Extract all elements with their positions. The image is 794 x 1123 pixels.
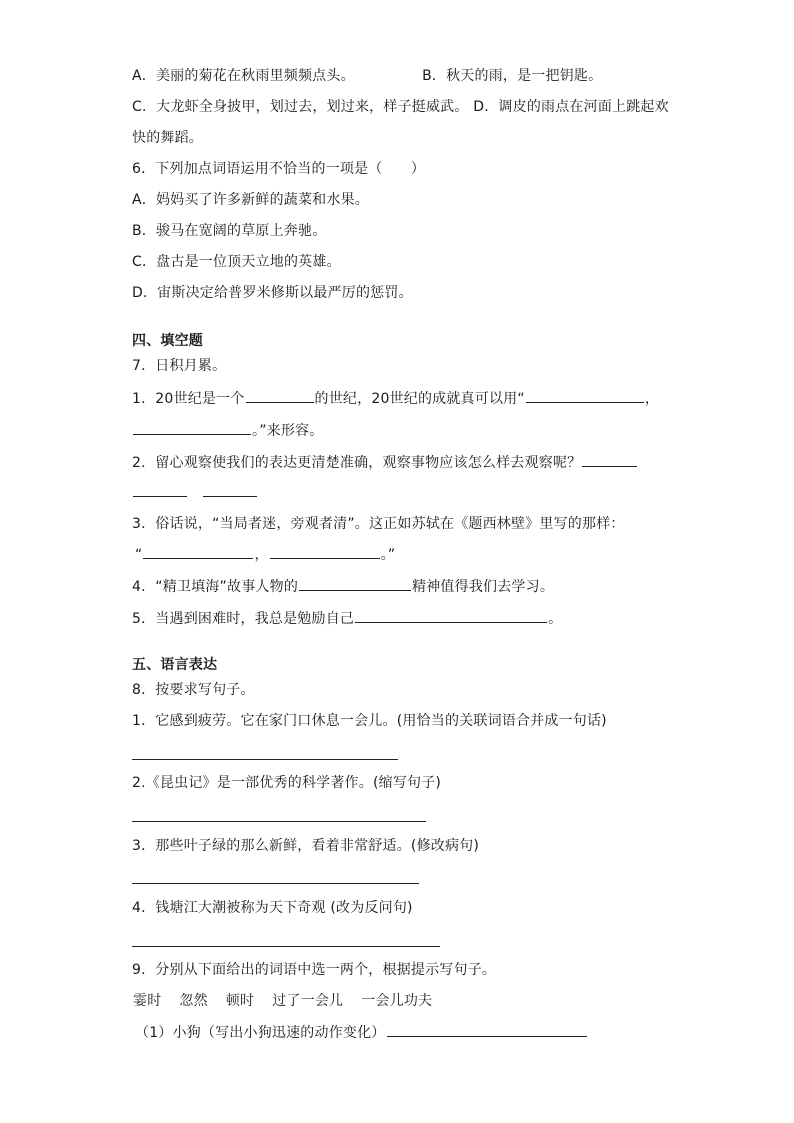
q5-option-a-text: A．美丽的菊花在秋雨里频频点头。 xyxy=(132,68,355,84)
q7-item3-line2 xyxy=(135,544,395,565)
q8-sentence-3: 3．那些叶子绿的那么新鲜，看着非常舒适。(修改病句) xyxy=(132,838,480,854)
q5-option-b-text: B．秋天的雨，是一把钥匙。 xyxy=(422,68,603,84)
section4-title: 四、填空题 xyxy=(132,333,203,349)
q7-item1-line1 xyxy=(132,388,659,409)
q6-option-d: D．宙斯决定给普罗米修斯以最严厉的惩罚。 xyxy=(132,285,413,301)
q6-option-a: A．妈妈买了许多新鲜的蔬菜和水果。 xyxy=(132,192,369,208)
q7-item2-blank1[interactable] xyxy=(582,452,637,467)
q7-stem: 7．日积月累。 xyxy=(132,358,227,374)
q5-option-cd xyxy=(132,97,669,117)
q7-item1-prefix: 1．20世纪是一个 xyxy=(132,391,245,407)
q7-item3-open-quote: “ xyxy=(135,547,143,563)
q7-item2-line1 xyxy=(132,452,638,473)
q5-option-a xyxy=(132,66,602,86)
q8-sentence-2: 2.《昆虫记》是一部优秀的科学著作。(缩写句子) xyxy=(132,775,442,791)
q7-item5-prefix: 5．当遇到困难时，我总是勉励自己 xyxy=(132,611,355,627)
q9-item-1-blank[interactable] xyxy=(387,1022,587,1037)
q7-item3-comma: ， xyxy=(254,547,269,563)
q8-stem: 8．按要求写句子。 xyxy=(132,682,255,698)
q8-sentence-1: 1．它感到疲劳。它在家门口休息一会儿。(用恰当的关联词语合并成一句话) xyxy=(132,713,607,729)
q9-word: 霎时 xyxy=(133,993,162,1009)
section5-title: 五、语言表达 xyxy=(132,657,218,673)
q9-word: 顿时 xyxy=(225,993,255,1009)
q7-item2-blank3[interactable] xyxy=(203,482,257,497)
q7-item2-line2 xyxy=(132,482,258,503)
q9-word: 一会儿功夫 xyxy=(361,993,433,1009)
q5-option-d-continued: 快的舞蹈。 xyxy=(132,130,203,146)
q8-answer-line-4[interactable] xyxy=(132,945,440,947)
q5-option-d-text: D．调皮的雨点在河面上跳起欢 xyxy=(473,99,669,115)
q8-answer-line-3[interactable] xyxy=(132,882,419,884)
q7-item3-blank2[interactable] xyxy=(270,544,380,559)
q6-option-c: C．盘古是一位顶天立地的英雄。 xyxy=(132,254,341,270)
q7-item2-text: 2．留心观察使我们的表达更清楚准确，观察事物应该怎么样去观察呢？ xyxy=(132,455,582,471)
q7-item4-suffix: 精神值得我们去学习。 xyxy=(412,579,555,595)
q6-option-b: B．骏马在宽阔的草原上奔驰。 xyxy=(132,223,327,239)
q8-sentence-4: 4．钱塘江大潮被称为天下奇观 (改为反问句) xyxy=(132,900,413,916)
q9-word: 忽然 xyxy=(179,993,208,1009)
q7-item4-prefix: 4．“精卫填海”故事人物的 xyxy=(132,579,299,595)
q7-item1-blank1[interactable] xyxy=(246,388,314,403)
q7-item1-blank2[interactable] xyxy=(526,388,644,403)
q7-item1-blank3[interactable] xyxy=(133,420,251,435)
q9-item-1 xyxy=(135,1022,588,1043)
q7-item5-blank[interactable] xyxy=(355,608,547,623)
q8-answer-line-1[interactable] xyxy=(132,758,398,760)
q8-answer-line-2[interactable] xyxy=(132,820,426,822)
q5-option-c-text: C．大龙虾全身披甲，划过去，划过来，样子挺威武。 xyxy=(132,99,469,115)
q7-item1-middle: 的世纪，20世纪的成就真可以用“ xyxy=(314,391,525,407)
q7-item1-comma: ， xyxy=(644,391,660,407)
q9-item-1-text: （1）小狗（写出小狗迅速的动作变化） xyxy=(135,1025,386,1041)
q7-item4 xyxy=(132,576,554,597)
q7-item2-blank2[interactable] xyxy=(133,482,187,497)
q7-item3-blank1[interactable] xyxy=(143,544,253,559)
q9-word: 过了一会儿 xyxy=(272,993,344,1009)
q7-item1-suffix: 。”来形容。 xyxy=(252,423,324,439)
q7-item3-line1: 3．俗话说，“当局者迷，旁观者清”。这正如苏轼在《题西林壁》里写的那样： xyxy=(132,516,625,532)
q7-item5-suffix: 。 xyxy=(548,611,563,627)
q6-stem: 6．下列加点词语运用不恰当的一项是（ ） xyxy=(132,161,426,177)
q9-stem: 9．分别从下面给出的词语中选一两个，根据提示写句子。 xyxy=(132,962,497,978)
q7-item3-close: 。” xyxy=(380,547,396,563)
q7-item5 xyxy=(132,608,562,629)
q9-word-list xyxy=(133,991,432,1011)
q7-item1-line2 xyxy=(132,420,323,441)
q7-item4-blank[interactable] xyxy=(299,576,411,591)
